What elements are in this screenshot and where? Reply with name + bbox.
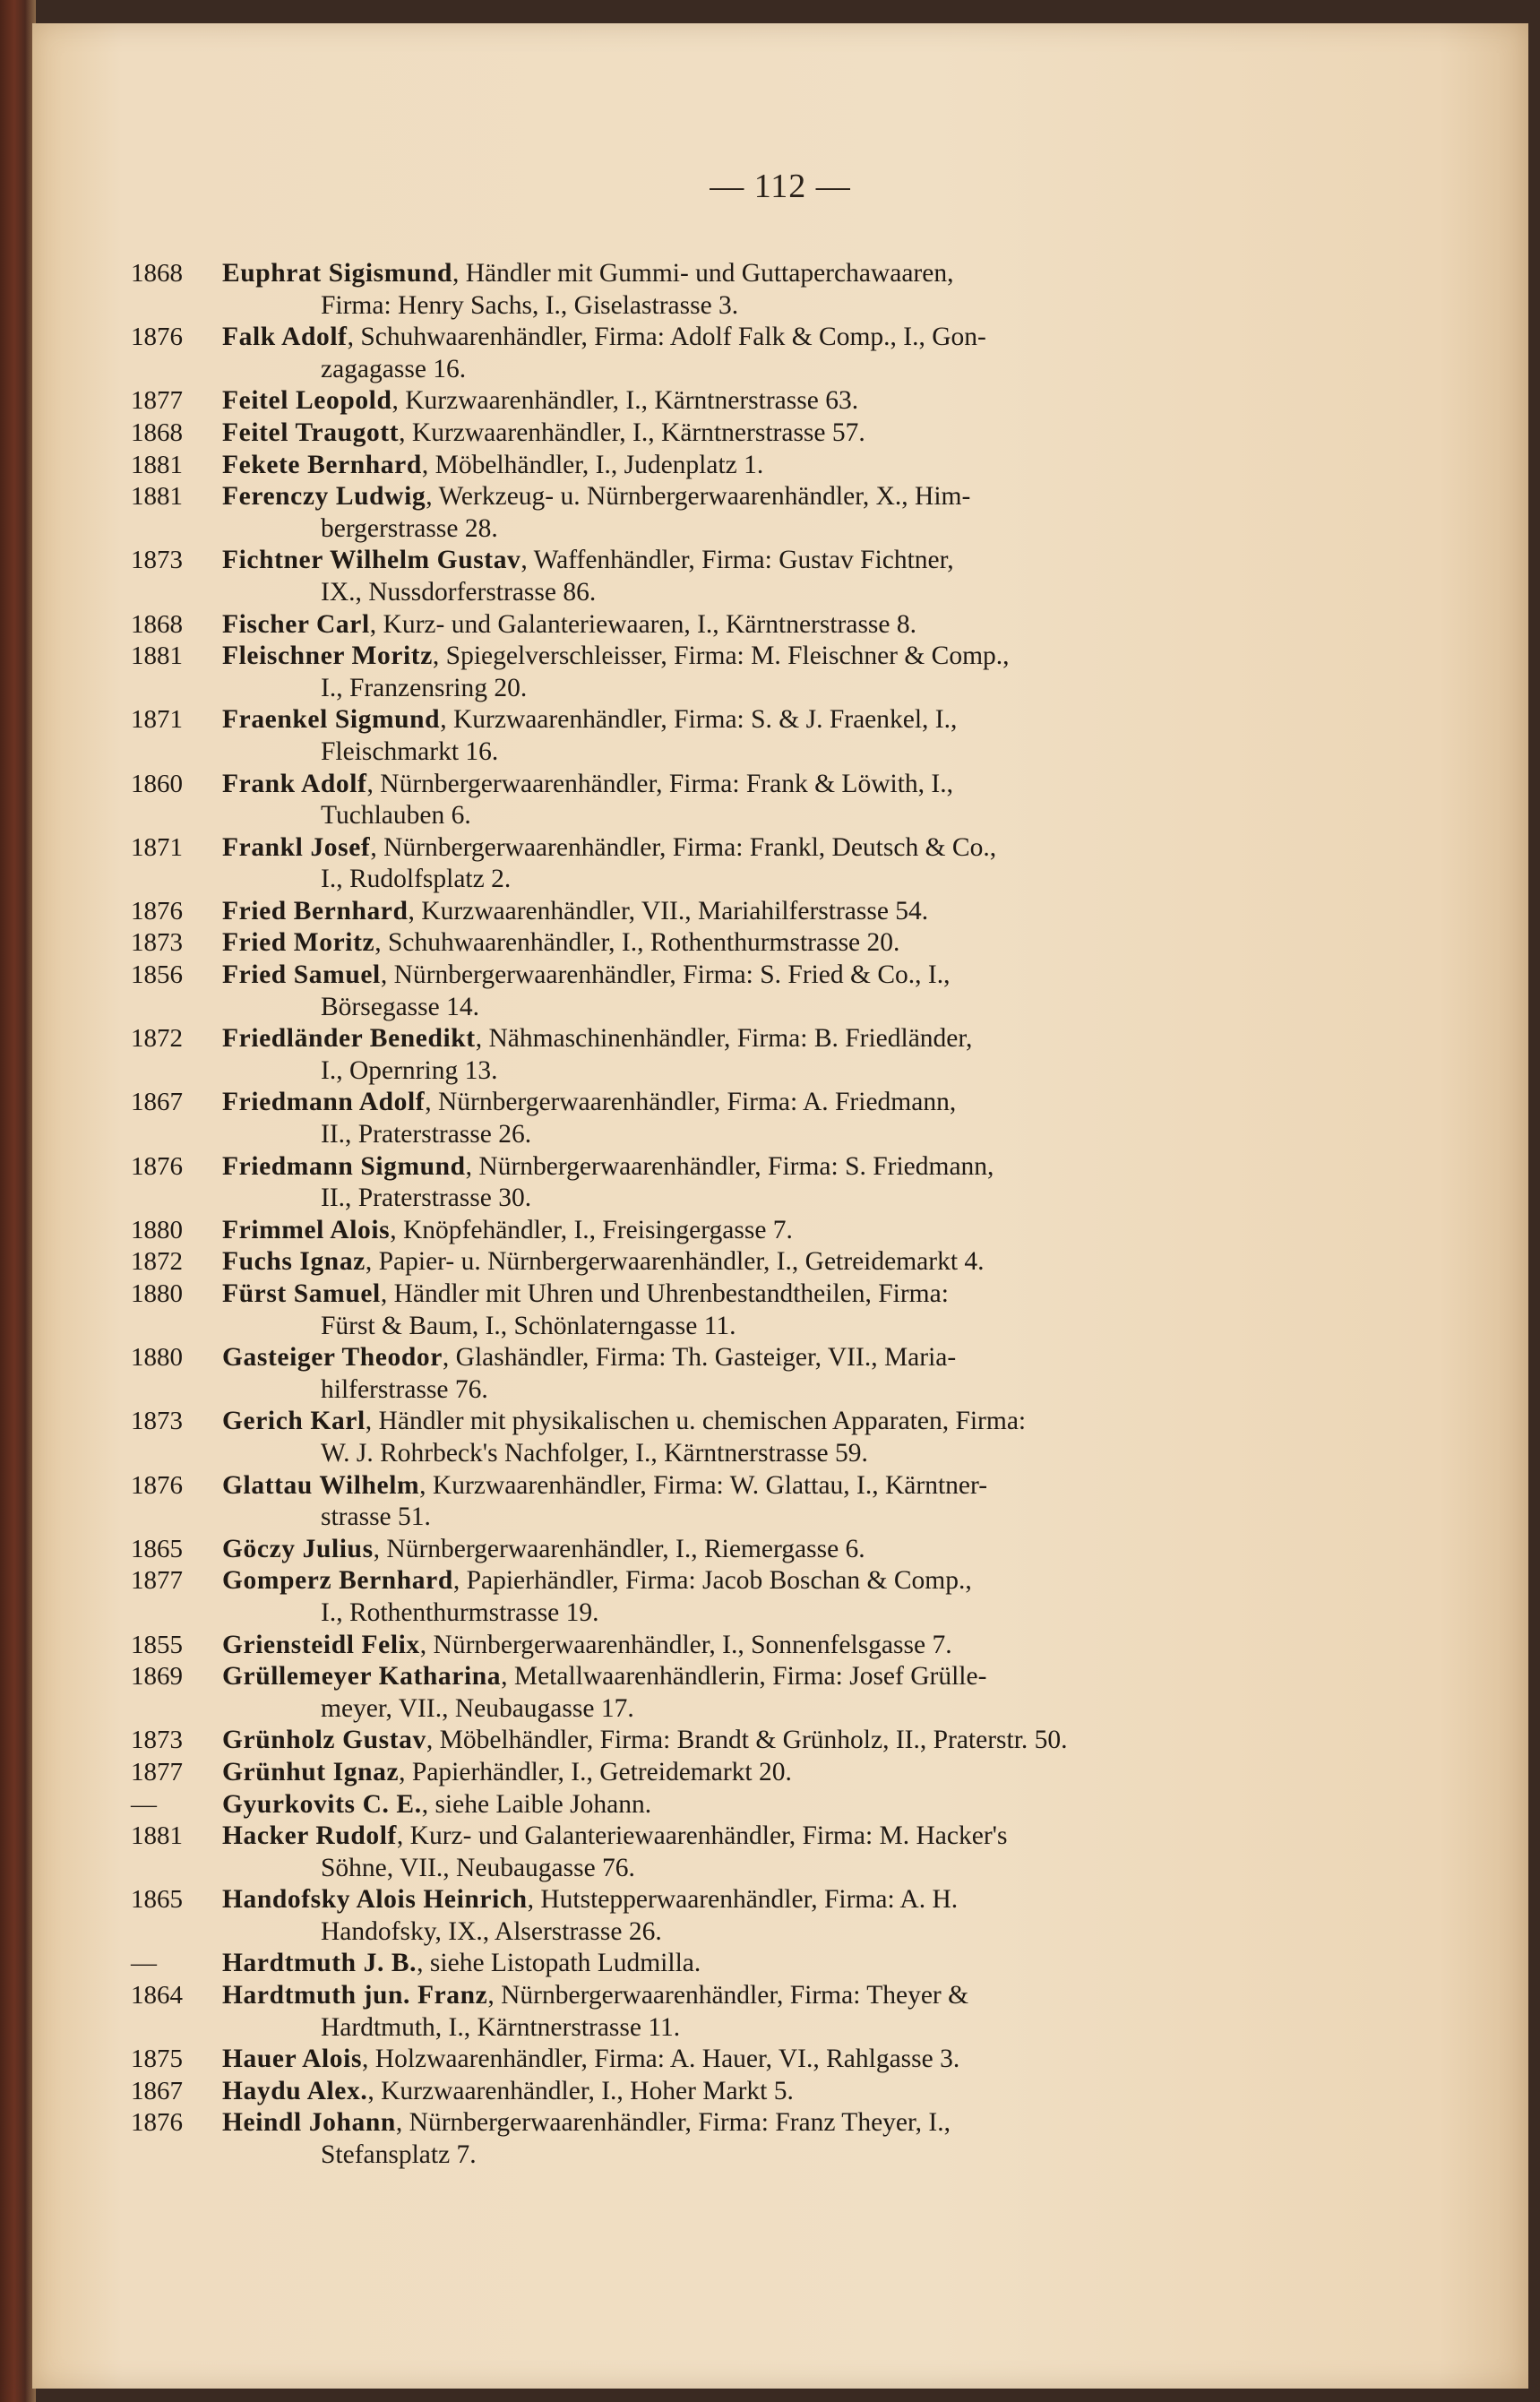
entry-name: Feitel Traugott [222,418,400,447]
entry-year: 1871 [131,832,183,862]
entry-continuation: II., Praterstrasse 26. [321,1120,532,1149]
directory-entry [131,769,1423,832]
entry-year: 1873 [131,928,183,958]
directory-entry [131,1534,1423,1566]
entry-name: Grünholz Gustav [222,1726,426,1755]
entry-name: Hardtmuth jun. Franz [222,1981,488,2010]
entry-year: — [131,1789,157,1819]
directory-entry [131,1948,1423,1980]
entry-year: 1881 [131,482,183,512]
entry-name: Göczy Julius [222,1534,374,1563]
entry-description: , Waffenhändler, Firma: Gustav Fichtner, [521,546,954,575]
entry-description: , Nürnbergerwaarenhändler, Firma: Frankl, Deutsch & Co., [370,832,997,862]
entry-year: 1876 [131,1470,183,1500]
entry-year: 1876 [131,1151,183,1181]
entry-description: , Spiegelverschleisser, Firma: M. Fleischner & Comp., [432,641,1010,671]
entry-year: 1873 [131,546,183,575]
entry-year: 1877 [131,386,183,416]
entry-description: , Kurzwaarenhändler, I., Kärntnerstrasse 57. [399,418,865,447]
directory-entry [131,1246,1423,1278]
entry-description: , Metallwaarenhändlerin, Firma: Josef Grülle- [501,1662,987,1692]
directory-entry [131,1884,1423,1948]
entry-continuation: I., Franzensring 20. [321,673,528,702]
entry-description: , Händler mit Gummi- und Guttaperchawaaren, [452,259,954,288]
entry-continuation: Stefansplatz 7. [321,2140,477,2170]
entry-name: Friedmann Sigmund [222,1151,466,1181]
entry-description: , Werkzeug- u. Nürnbergerwaarenhändler, X., Him- [426,482,971,512]
entry-year: — [131,1949,157,1978]
entry-description: , Kurzwaarenhändler, Firma: W. Glattau, I., Kärntner- [419,1470,988,1500]
directory-entry [131,2107,1423,2171]
directory-entry [131,832,1423,896]
entry-name: Glattau Wilhelm [222,1470,420,1500]
entry-description: , Nürnbergerwaarenhändler, Firma: Franz Theyer, I., [395,2108,951,2138]
entry-continuation: I., Opernring 13. [321,1055,498,1085]
entry-description: , Holzwaarenhändler, Firma: A. Hauer, VI., Rahlgasse 3. [362,2045,960,2074]
entry-description: , Kurzwaarenhändler, VII., Mariahilferstrasse 54. [408,896,929,926]
entry-year: 1856 [131,960,183,990]
directory-entry [131,641,1423,704]
entry-description: , Nähmaschinenhändler, Firma: B. Friedländer, [475,1024,973,1054]
directory-entry [131,1757,1423,1789]
entry-name: Gerich Karl [222,1407,366,1436]
directory-entry [131,1151,1423,1215]
entry-description: , Kurzwaarenhändler, I., Hoher Markt 5. [367,2076,794,2105]
entry-year: 1867 [131,2076,183,2105]
entry-continuation: Tuchlauben 6. [321,801,471,831]
directory-entry [131,385,1423,418]
entry-continuation: IX., Nussdorferstrasse 86. [321,577,597,607]
entry-continuation: strasse 51. [321,1502,431,1532]
entry-description: , Möbelhändler, I., Judenplatz 1. [421,450,764,479]
entry-name: Ferenczy Ludwig [222,482,426,512]
entry-name: Fraenkel Sigmund [222,705,441,735]
page-number: — 112 — [710,168,851,205]
entry-description: , Nürnbergerwaarenhändler, Firma: Theyer & [487,1981,969,2010]
entry-name: Friedmann Adolf [222,1088,426,1117]
entry-name: Handofsky Alois Heinrich [222,1885,528,1915]
directory-entry [131,704,1423,768]
directory-entry [131,1470,1423,1534]
entry-description: , Knöpfehändler, I., Freisingergasse 7. [390,1215,793,1244]
document-page [32,23,1528,2389]
entry-year: 1876 [131,896,183,926]
entry-continuation: meyer, VII., Neubaugasse 17. [321,1693,634,1723]
entry-year: 1881 [131,450,183,479]
entry-description: , Kurzwaarenhändler, Firma: S. & J. Fraenkel, I., [440,705,958,735]
entry-description: , Nürnbergerwaarenhändler, I., Riemergasse 6. [373,1534,865,1563]
entry-name: Friedländer Benedikt [222,1024,476,1054]
entry-continuation: I., Rudolfsplatz 2. [321,865,512,894]
entry-name: Fekete Bernhard [222,450,422,479]
entry-description: , Nürnbergerwaarenhändler, Firma: A. Friedmann, [425,1088,957,1117]
entry-year: 1880 [131,1279,183,1308]
entry-name: Fichtner Wilhelm Gustav [222,546,521,575]
directory-entry [131,322,1423,385]
entry-name: Fried Samuel [222,960,381,990]
entry-description: , Schuhwaarenhändler, Firma: Adolf Falk & Comp., I., Gon- [347,323,986,352]
directory-entry [131,1565,1423,1629]
entry-continuation: zagagasse 16. [321,354,467,383]
entry-description: , Nürnbergerwaarenhändler, I., Sonnenfelsgasse 7. [419,1630,952,1659]
directory-entry [131,1630,1423,1662]
entry-name: Frank Adolf [222,769,367,798]
entry-name: Hardtmuth J. B. [222,1949,417,1978]
entry-year: 1869 [131,1662,183,1692]
entry-description: , Kurzwaarenhändler, I., Kärntnerstrasse 63. [391,386,859,416]
entry-name: Gasteiger Theodor [222,1343,443,1373]
directory-entry [131,1789,1423,1821]
entry-name: Fischer Carl [222,609,370,639]
entry-description: , Möbelhändler, Firma: Brandt & Grünholz, II., Praterstr. 50. [426,1726,1068,1755]
directory-entry [131,1406,1423,1469]
directory-entry [131,609,1423,641]
entry-year: 1868 [131,259,183,288]
directory-entry [131,1661,1423,1725]
entry-continuation: Firma: Henry Sachs, I., Giselastrasse 3. [321,290,739,320]
entry-description: , Hutstepperwaarenhändler, Firma: A. H. [527,1885,959,1915]
entry-description: , siehe Laible Johann. [421,1789,652,1819]
entry-year: 1875 [131,2045,183,2074]
entry-description: , Kurz- und Galanteriewaaren, I., Kärntnerstrasse 8. [369,609,917,639]
entry-name: Gyurkovits C. E. [222,1789,422,1819]
directory-entry [131,1342,1423,1406]
entry-continuation: Fleischmarkt 16. [321,736,499,766]
entry-year: 1865 [131,1885,183,1915]
directory-entry [131,545,1423,608]
entry-continuation: hilferstrasse 76. [321,1374,488,1404]
entry-year: 1873 [131,1726,183,1755]
entry-name: Fürst Samuel [222,1279,381,1308]
entry-name: Hacker Rudolf [222,1821,397,1851]
entry-name: Griensteidl Felix [222,1630,420,1659]
directory-entry [131,2076,1423,2108]
directory-entry [131,1215,1423,1247]
directory-entry [131,1087,1423,1150]
entry-year: 1873 [131,1407,183,1436]
directory-entry [131,1725,1423,1757]
entry-description: , Papierhändler, I., Getreidemarkt 20. [399,1757,792,1786]
directory-entry [131,1980,1423,2044]
entry-continuation: I., Rothenthurmstrasse 19. [321,1597,599,1627]
entry-continuation: W. J. Rohrbeck's Nachfolger, I., Kärntnerstrasse 59. [321,1438,868,1468]
entry-name: Frankl Josef [222,832,371,862]
entry-continuation: Fürst & Baum, I., Schönlaterngasse 11. [321,1311,736,1340]
entry-year: 1855 [131,1630,183,1659]
entry-name: Heindl Johann [222,2108,396,2138]
entry-year: 1876 [131,2108,183,2138]
entry-year: 1876 [131,323,183,352]
entry-name: Fuchs Ignaz [222,1247,366,1277]
entry-name: Fried Moritz [222,928,375,958]
entry-name: Frimmel Alois [222,1215,391,1244]
entry-year: 1868 [131,418,183,447]
directory-entry [131,1278,1423,1342]
entry-description: , siehe Listopath Ludmilla. [417,1949,701,1978]
entry-name: Falk Adolf [222,323,348,352]
directory-entry [131,896,1423,928]
entry-description: , Glashändler, Firma: Th. Gasteiger, VII., Maria- [442,1343,957,1373]
entry-name: Fried Bernhard [222,896,409,926]
entry-description: , Papier- u. Nürnbergerwaarenhändler, I., Getreidemarkt 4. [365,1247,985,1277]
entry-year: 1872 [131,1024,183,1054]
entry-description: , Nürnbergerwaarenhändler, Firma: S. Friedmann, [465,1151,994,1181]
directory-entry [131,960,1423,1023]
entry-year: 1871 [131,705,183,735]
entry-year: 1877 [131,1757,183,1786]
entry-year: 1868 [131,609,183,639]
entry-year: 1877 [131,1566,183,1596]
directory-entry [131,927,1423,960]
entry-continuation: Handofsky, IX., Alserstrasse 26. [321,1916,662,1946]
entry-year: 1880 [131,1215,183,1244]
entry-continuation: II., Praterstrasse 30. [321,1184,532,1213]
entry-description: , Nürnbergerwaarenhändler, Firma: Frank & Löwith, I., [366,769,953,798]
directory-entry [131,1023,1423,1087]
entry-description: , Kurz- und Galanteriewaarenhändler, Firma: M. Hacker's [396,1821,1008,1851]
entry-name: Grüllemeyer Katharina [222,1662,502,1692]
entry-description: , Händler mit Uhren und Uhrenbestandtheilen, Firma: [380,1279,949,1308]
entry-description: , Händler mit physikalischen u. chemischen Apparaten, Firma: [365,1407,1027,1436]
entry-continuation: Söhne, VII., Neubaugasse 76. [321,1853,635,1882]
entry-continuation: Hardtmuth, I., Kärntnerstrasse 11. [321,2012,681,2042]
directory-entries [131,258,1423,2172]
entry-year: 1881 [131,1821,183,1851]
entry-name: Hauer Alois [222,2045,363,2074]
entry-name: Haydu Alex. [222,2076,368,2105]
entry-description: , Nürnbergerwaarenhändler, Firma: S. Fried & Co., I., [380,960,951,990]
entry-name: Fleischner Moritz [222,641,433,671]
entry-description: , Schuhwaarenhändler, I., Rothenthurmstrasse 20. [374,928,900,958]
entry-year: 1881 [131,641,183,671]
entry-year: 1880 [131,1343,183,1373]
entry-year: 1864 [131,1981,183,2010]
entry-description: , Papierhändler, Firma: Jacob Boschan & Comp., [452,1566,972,1596]
entry-continuation: bergerstrasse 28. [321,513,498,543]
entry-year: 1865 [131,1534,183,1563]
entry-name: Grünhut Ignaz [222,1757,400,1786]
directory-entry [131,418,1423,450]
directory-entry [131,258,1423,322]
directory-entry [131,2044,1423,2076]
entry-name: Gomperz Bernhard [222,1566,453,1596]
entry-year: 1860 [131,769,183,798]
directory-entry [131,1821,1423,1884]
entry-year: 1867 [131,1088,183,1117]
entry-continuation: Börsegasse 14. [321,992,479,1021]
directory-entry [131,450,1423,482]
book-spine [0,0,36,2402]
entry-name: Euphrat Sigismund [222,259,452,288]
directory-entry [131,481,1423,545]
entry-year: 1872 [131,1247,183,1277]
entry-name: Feitel Leopold [222,386,392,416]
